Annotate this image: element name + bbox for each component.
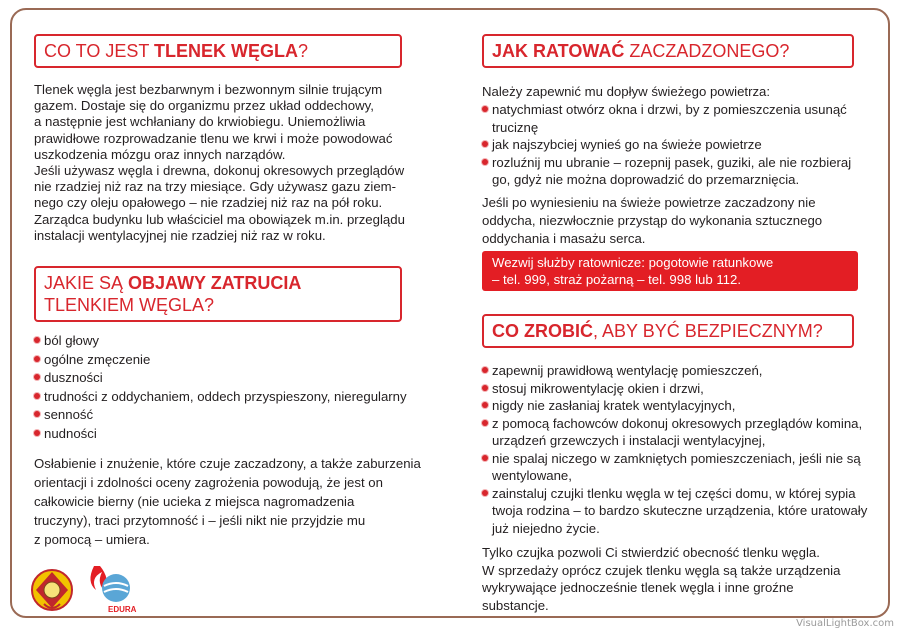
fire-brigade-logo-icon [30, 558, 170, 618]
heading-text-bold: OBJAWY ZATRUCIA [128, 273, 302, 293]
text-line: Jeśli używasz węgla i drewna, dokonuj okresowych przeglądów [34, 163, 405, 179]
text-line: oddychania i masażu serca. [482, 231, 646, 246]
list-item: senność [34, 406, 434, 425]
text-line: oddycha, niezwłocznie przystąp do wykonania sztucznego [482, 213, 823, 228]
logos [30, 558, 170, 618]
text-line: instalacji wentylacyjnej nie rzadziej niż raz w roku. [34, 227, 326, 243]
poisoning-effects [34, 454, 434, 549]
banner-line: Wezwij służby ratownicze: pogotowie ratunkowe [492, 255, 774, 270]
safety-list [482, 362, 868, 537]
rescue-list [482, 101, 868, 189]
heading-text: JAKIE SĄ [44, 273, 129, 293]
text-line: Tylko czujka pozwoli Ci stwierdzić obecność tlenku węgla. [482, 545, 820, 560]
text-line: uszkodzenia mózgu oraz innych narządów. [34, 146, 286, 162]
text-line: Osłabienie i znużenie, które czuje zaczadzony, a także zaburzenia [34, 456, 421, 471]
text-line: W sprzedaży oprócz czujek tlenku węgla są także urządzenia [482, 562, 841, 578]
edura-logo-text: EDURA [108, 605, 137, 614]
heading-text: CO TO JEST [44, 41, 155, 61]
list-item: ból głowy [34, 332, 434, 351]
heading-text-line2: TLENKIEM WĘGLA? [44, 295, 215, 315]
list-item: jak najszybciej wynieś go na świeże powietrze [482, 136, 868, 154]
list-item: nigdy nie zasłaniaj kratek wentylacyjnych, [482, 397, 868, 415]
heading-how-to-stay-safe [482, 314, 854, 348]
list-item: ogólne zmęczenie [34, 351, 434, 370]
text-line: truczyny), traci przytomność i – jeśli nikt nie przyjdzie mu [34, 513, 366, 528]
text-line: wykrywające jednocześnie tlenek węgla i inne groźne [482, 580, 794, 595]
text-line: z pomocą – umiera. [34, 532, 150, 547]
list-item: duszności [34, 369, 434, 388]
rescue-intro: Należy zapewnić mu dopływ świeżego powietrza: [482, 84, 771, 99]
cpr-instructions [482, 194, 868, 248]
heading-text: , ABY BYĆ BEZPIECZNYM? [593, 321, 823, 341]
list-item: rozluźnij mu ubranie – rozepnij pasek, guziki, ale nie rozbieraj go, gdyż nie można doprowadzić do przemarznięcia. [482, 154, 868, 189]
text-line: Tlenek węgla jest bezbarwnym i bezwonnym silnie trującym [34, 82, 383, 97]
text-line: całkowicie bierny (nie ucieka z miejsca nagromadzenia [34, 494, 355, 509]
text-line: a następnie jest wchłaniany do krwiobiegu. Uniemożliwia [34, 114, 366, 130]
leaflet-sheet [10, 8, 890, 618]
text-line: nego czy oleju opałowego – nie rzadziej niż raz na pół roku. [34, 195, 383, 211]
text-line: gazem. Dostaje się do organizmu przez układ oddechowy, [34, 98, 374, 114]
heading-text-bold: CO ZROBIĆ [492, 321, 593, 341]
text-line: nie rzadziej niż raz na trzy miesiące. Gdy używasz gazu ziem- [34, 179, 397, 195]
heading-text-bold: JAK RATOWAĆ [492, 41, 625, 61]
text-line: orientacji i zdolności oceny zagrożenia powodują, że jest on [34, 475, 383, 490]
list-item: z pomocą fachowców dokonuj okresowych przeglądów komina, urządzeń grzewczych i instalacji wentylacyjnej, [482, 415, 868, 450]
text-line: substancje. [482, 597, 549, 613]
emergency-numbers-banner [482, 251, 858, 291]
heading-symptoms [34, 266, 402, 322]
heading-what-is-co [34, 34, 402, 68]
heading-text-bold: TLENEK WĘGLA [154, 41, 299, 61]
co-description [34, 82, 434, 244]
heading-how-to-rescue [482, 34, 854, 68]
list-item: zainstaluj czujki tlenku węgla w tej części domu, w której sypia twoja rodzina – to bardzo skuteczne urządzenia, które uratowały już niejedno życie. [482, 485, 868, 538]
list-item: zapewnij prawidłową wentylację pomieszczeń, [482, 362, 868, 380]
list-item: nudności [34, 425, 434, 444]
list-item: natychmiast otwórz okna i drzwi, by z pomieszczenia usunąć truciznę [482, 101, 868, 136]
list-item: nie spalaj niczego w zamkniętych pomieszczeniach, jeśli nie są wentylowane, [482, 450, 868, 485]
text-line: Zarządca budynku lub właściciel ma obowiązek m.in. przeglądu [34, 211, 405, 227]
detector-note [482, 544, 868, 614]
list-item: trudności z oddychaniem, oddech przyspieszony, nieregularny [34, 388, 434, 407]
text-line: Jeśli po wyniesieniu na świeże powietrze zaczadzony nie [482, 195, 816, 210]
symptoms-list [34, 332, 434, 443]
banner-line: – tel. 999, straż pożarną – tel. 998 lub 112. [492, 272, 742, 287]
watermark: VisualLightBox.com [796, 618, 894, 629]
text-line: prawidłowe rozprowadzanie tlenu we krwi i może powodować [34, 130, 393, 146]
list-item: stosuj mikrowentylację okien i drzwi, [482, 380, 868, 398]
heading-text: ZACZADZONEGO? [624, 41, 790, 61]
heading-text-end: ? [298, 41, 309, 61]
